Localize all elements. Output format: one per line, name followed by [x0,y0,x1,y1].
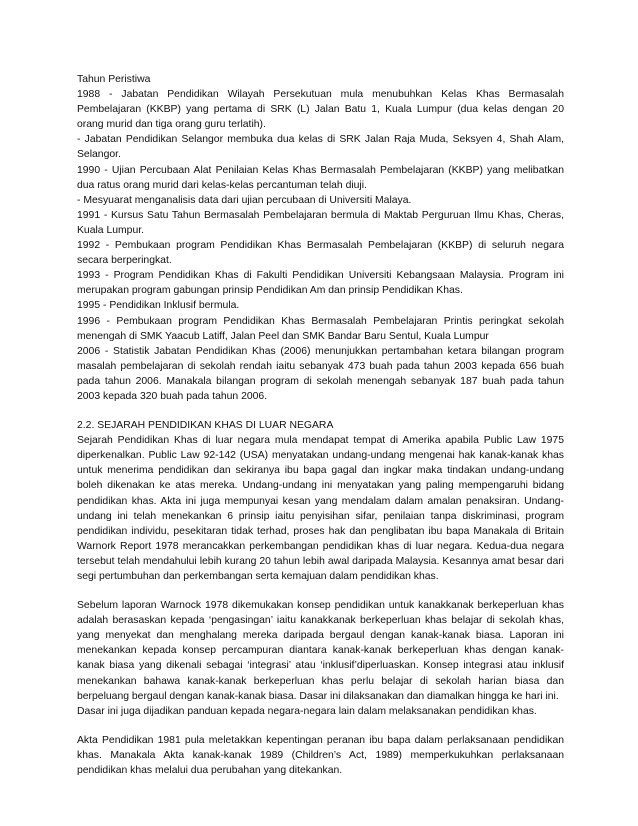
timeline-line: 2006 - Statistik Jabatan Pendidikan Khas (2006) menunjukkan pertambahan ketara bilangan program [77,345,564,357]
timeline-line: masalah pembelajaran di sekolah rendah iaitu sebanyak 473 buah pada tahun 2003 kepada 656 buah [77,360,564,372]
timeline-line: 1995 - Pendidikan Inklusif bermula. [77,300,240,312]
paragraph-line: undang ini telah menekankan 6 prinsip iaitu penyisihan sifar, penilaian tanpa diskriminasi, program [77,510,564,522]
paragraph-line: segi pertumbuhan dan perkembangan serta kemajuan dalam pendidikan khas. [77,571,439,582]
timeline-line: - Jabatan Pendidikan Selangor membuka dua kelas di SRK Jalan Raja Muda, Seksyen 4, Shah Alam, [77,134,564,146]
paragraph-line: pendidikan khas. Akta ini juga mempunyai kesan yang mendalam dalam amalan penaksiran. Undang- [77,495,564,507]
timeline-line: Selangor. [77,149,121,161]
timeline-line: merupakan program gabungan prinsip Pendidikan Am dan prinsip Pendidikan Khas. [77,285,463,297]
paragraph-line: pendidikan individu, pesekitaran tidak terhad, proses hak dan penglibatan ibu bapa Manakala di Britain [77,525,564,537]
timeline-line: orang murid dan tiga orang guru terlatih). [77,119,266,131]
timeline-line: 1996 - Pembukaan program Pendidikan Khas Bermasalah Pembelajaran Printis peringkat sekolah [77,315,564,327]
paragraph-line: Sejarah Pendidikan Khas di luar negara mula mendapat tempat di Amerika apabila Public Law 1975 [77,435,564,447]
history-timeline-section [77,72,564,404]
timeline-line: menengah di SMK Yaacub Latiff, Jalan Peel dan SMK Bandar Baru Sentul, Kuala Lumpur [77,330,489,342]
paragraph-line: menekankan bahawa kanak-kanak berkeperluan khas perlu belajar di sekolah harian biasa dan [77,675,564,687]
paragraph-warnock-report [77,598,564,719]
paragraph-line: untuk menerima pendidikan dan sekiranya ibu bapa gagal dan ingkar maka tindakan undang-undang [77,465,564,477]
paragraph-line: berpeluang bergaul dengan kanak-kanak biasa. Dasar ini dilaksanakan dan diamalkan hingga ke hari ini. [77,690,559,702]
paragraph-line: Dasar ini juga dijadikan panduan kepada negara-negara lain dalam melaksanakan pendidikan khas. [77,705,537,717]
timeline-line: Pembelajaran (KKBP) yang pertama di SRK (L) Jalan Batu 1, Kuala Lumpur (dua kelas dengan 20 [77,104,564,116]
paragraph-line: Warnork Report 1978 merancakkan perkembangan pendidikan khas di luar negara. Kedua-dua negara [77,540,564,552]
paragraph-line: kanak biasa yang dikenali sebagai ‘integrasi’ atau ‘inklusif’diperluaskan. Konsep integrasi atau inklusif [77,660,564,672]
timeline-line: 1993 - Program Pendidikan Khas di Fakulti Pendidikan Universiti Kebangsaan Malaysia. Program ini [77,270,564,282]
paragraph-education-act [77,733,564,778]
timeline-line: dua ratus orang murid dari kelas-kelas percantuman telah diuji. [77,179,367,191]
section-heading: 2.2. SEJARAH PENDIDIKAN KHAS DI LUAR NEGARA [77,420,334,432]
paragraph-line: diperkenalkan. Public Law 92-142 (USA) menyatakan undang-undang mengenai hak kanak-kanak khas [77,450,564,462]
timeline-line: 1988 - Jabatan Pendidikan Wilayah Persekutuan mula menubuhkan Kelas Khas Bermasalah [77,89,564,101]
section-gap [77,404,564,418]
paragraph-line: khas. Manakala Akta kanak-kanak 1989 (Children’s Act, 1989) memperkukuhkan perlaksanaan [77,749,564,761]
paragraph-line: pendidikan khas melalui dua perubahan yang ditekankan. [77,765,343,777]
paragraph-line: tersebut telah mendahului lebih kurang 20 tahun lebih awal daripada Malaysia. Kesannya amat besar dari [77,555,564,567]
paragraph-line: Akta Pendidikan 1981 pula meletakkan kepentingan peranan ibu bapa dalam perlaksanaan pendidikan [77,734,564,746]
timeline-line: - Mesyuarat menganalisis data dari ujian percubaan di Universiti Malaya. [77,194,412,206]
timeline-line: secara berperingkat. [77,255,172,267]
timeline-line: 1991 - Kursus Satu Tahun Bermasalah Pembelajaran bermula di Maktab Perguruan Ilmu Khas, Cheras, [77,209,564,221]
paragraph-line: Sebelum laporan Warnock 1978 dikemukakan konsep pendidikan untuk kanakkanak berkeperluan khas [77,600,564,612]
timeline-line: 2003 kepada 320 buah pada tahun 2006. [77,390,268,402]
paragraph-gap [77,719,564,733]
paragraph-line: menekankan kepada konsep percampuran diantara kanak-kanak berkeperluan khas dengan kanak- [77,645,564,657]
timeline-line: 1992 - Pembukaan program Pendidikan Khas Bermasalah Pembelajaran (KKBP) di seluruh negara [77,240,564,252]
paragraph-overseas-history [77,433,564,584]
timeline-line: Tahun Peristiwa [77,74,151,85]
paragraph-gap [77,584,564,598]
paragraph-line: boleh dikenakan ke atas mereka. Undang-undang ini menyatakan yang paling mempengaruhi bidang [77,480,564,492]
paragraph-line: yang menyekat dan menghalang mereka daripada bergaul dengan kanak-kanak biasa. Laporan ini [77,630,564,642]
timeline-line: Kuala Lumpur. [77,224,145,236]
paragraph-line: adalah berasaskan kepada ‘pengasingan’ iaitu kanakkanak berkeperluan khas belajar di sekolah khas, [77,615,564,627]
timeline-line: pada tahun 2006. Manakala bilangan program di sekolah menengah sebanyak 187 buah pada tahun [77,375,564,387]
timeline-line: 1990 - Ujian Percubaan Alat Penilaian Kelas Khas Bermasalah Pembelajaran (KKBP) yang melibatkan [77,164,564,176]
